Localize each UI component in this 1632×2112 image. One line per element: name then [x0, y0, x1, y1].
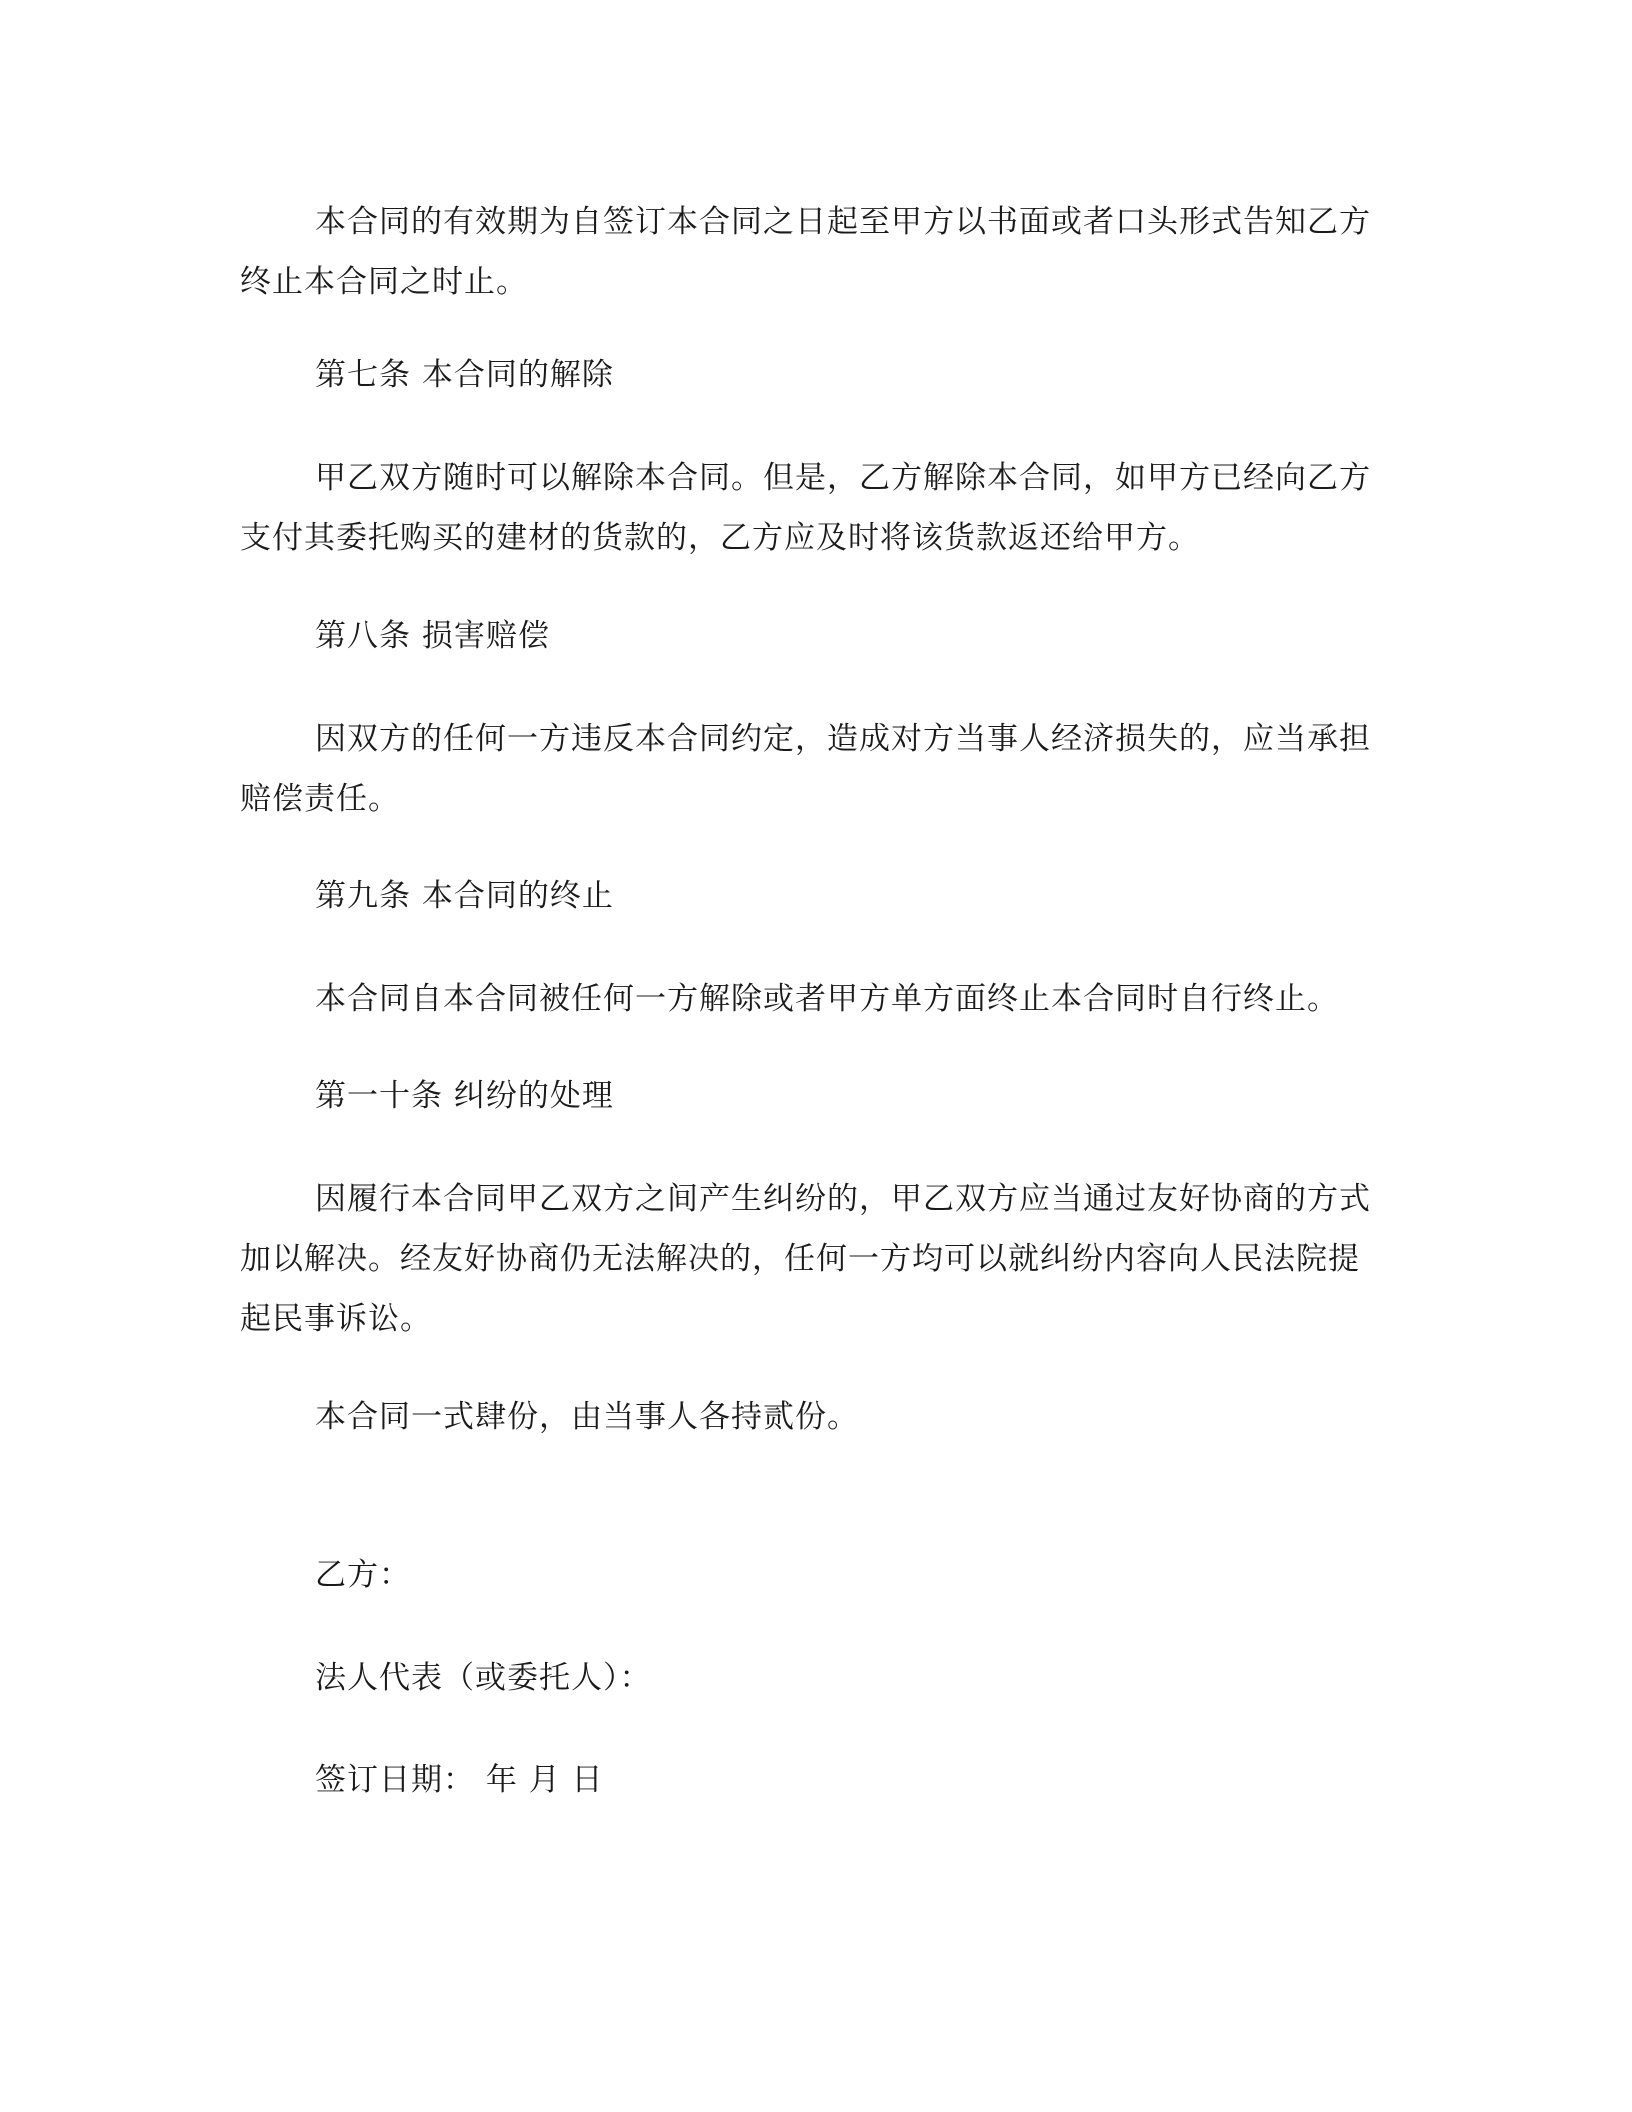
legal-representative-line: 法人代表（或委托人）：	[315, 1660, 652, 1696]
term-paragraph: 本合同的有效期为自签订本合同之日起至甲方以书面或者口头形式告知乙方终止本合同之时止。	[240, 204, 1371, 300]
clause-10-body: 因履行本合同甲乙双方之间产生纠纷的，甲乙双方应当通过友好协商的方式加以解决。经友好协商仍无法解决的，任何一方均可以就纠纷内容向人民法院提起民事诉讼。	[240, 1181, 1371, 1337]
party-b-signature-line: 乙方：	[315, 1557, 411, 1593]
signing-date-line: 签订日期： 年 月 日	[315, 1762, 604, 1798]
clause-7-body: 甲乙双方随时可以解除本合同。但是，乙方解除本合同，如甲方已经向乙方支付其委托购买的建材的货款的，乙方应及时将该货款返还给甲方。	[240, 460, 1371, 556]
clause-8-heading: 第八条 损害赔偿	[315, 618, 550, 654]
clause-10-heading: 第一十条 纠纷的处理	[315, 1078, 614, 1114]
clause-9-heading: 第九条 本合同的终止	[315, 878, 614, 914]
copies-statement: 本合同一式肆份，由当事人各持贰份。	[315, 1399, 859, 1435]
clause-7-heading: 第七条 本合同的解除	[315, 357, 614, 393]
clause-9-body: 本合同自本合同被任何一方解除或者甲方单方面终止本合同时自行终止。	[315, 981, 1339, 1017]
clause-8-body: 因双方的任何一方违反本合同约定，造成对方当事人经济损失的，应当承担赔偿责任。	[240, 721, 1371, 817]
